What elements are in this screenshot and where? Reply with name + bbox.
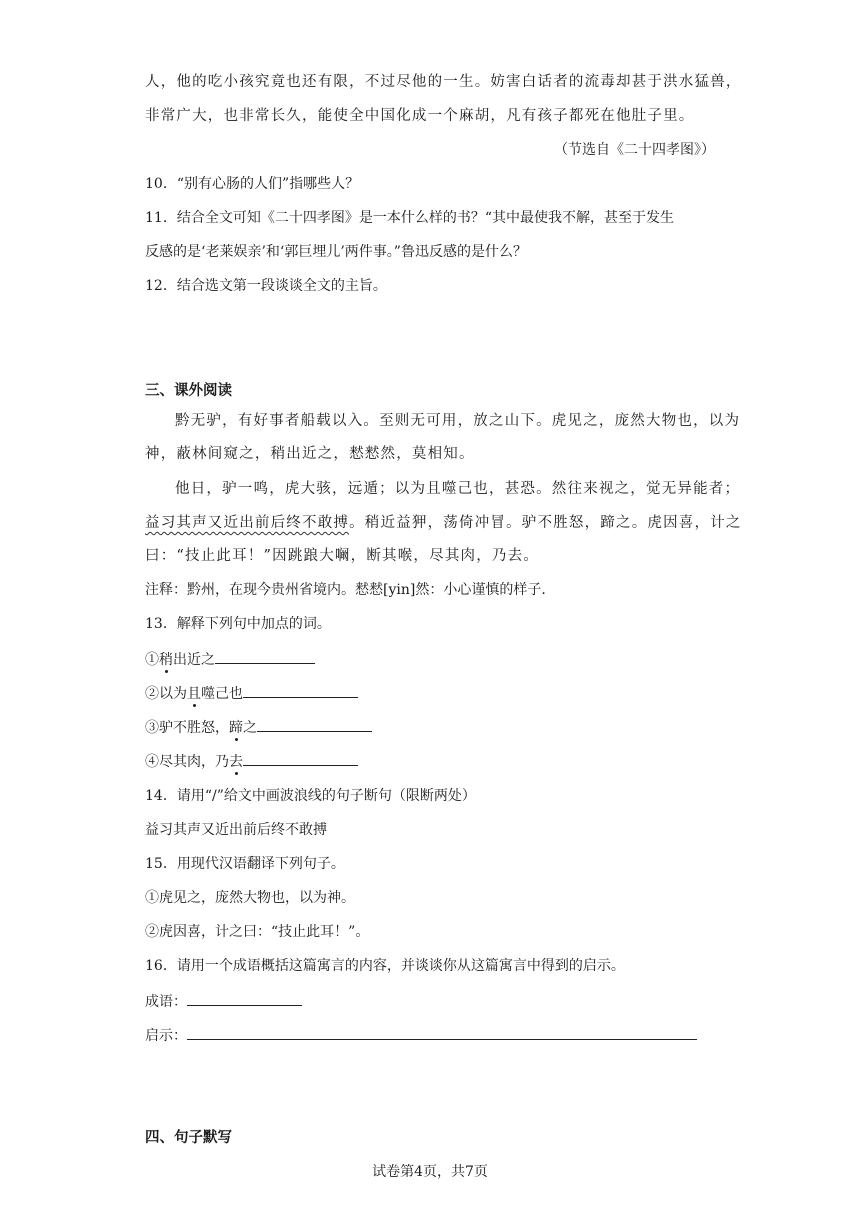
passage-line: 他日，驴一鸣，虎大骇，远遁；以为且噬己也，甚恐。然往来视之，觉无异能者； — [175, 481, 741, 497]
item-text: 之 — [243, 720, 257, 736]
insight-label: 启示： — [145, 1028, 187, 1044]
dotted-word: 蹄 — [229, 720, 243, 736]
answer-blank[interactable] — [257, 716, 372, 732]
dotted-word: 去 — [229, 754, 243, 770]
answer-blank[interactable] — [243, 750, 358, 766]
answer-blank[interactable] — [243, 682, 358, 698]
passage-source: （节选自《二十四孝图》） — [554, 142, 715, 158]
item-text: ②以为 — [145, 686, 187, 702]
question-12: 12．结合选文第一段谈谈全文的主旨。 — [145, 278, 387, 294]
q14-sentence: 益习其声又近出前后终不敢搏 — [145, 822, 327, 838]
q16-idiom-row — [145, 990, 302, 1012]
idiom-label: 成语： — [145, 994, 187, 1010]
question-11-line2: 反感的是‘老莱娱亲’和‘郭巨埋儿’两件事。”鲁迅反感的是什么？ — [145, 244, 527, 260]
item-text: ④尽其肉，乃 — [145, 754, 229, 770]
passage-line: 黔无驴，有好事者船载以入。至则无可用，放之山下。虎见之，庞然大物也，以为 — [175, 413, 741, 429]
answer-blank[interactable] — [215, 648, 315, 664]
q13-item-4 — [145, 750, 358, 772]
item-text: 噬己也 — [201, 686, 243, 702]
item-text: 出近之 — [173, 652, 215, 668]
question-11-line1: 11．结合全文可知《二十四孝图》是一本什么样的书？“其中最使我不解，甚至于发生 — [145, 210, 674, 226]
passage-text: 。稍近益狎，荡倚冲冒。驴不胜怒，蹄之。虎因喜，计之 — [349, 515, 742, 531]
section-heading: 四、句子默写 — [145, 1129, 232, 1146]
question-14: 14．请用“/”给文中画波浪线的句子断句（限断两处） — [145, 788, 476, 804]
passage-line: 神，蔽林间窥之，稍出近之，慭慭然，莫相知。 — [145, 446, 475, 462]
dotted-word: 稍 — [159, 652, 173, 668]
dotted-word: 且 — [187, 686, 201, 702]
q13-item-3 — [145, 716, 372, 738]
passage-line: 非常广大，也非常长久，能使全中国化成一个麻胡，凡有孩子都死在他肚子里。 — [145, 108, 695, 124]
q13-item-2 — [145, 682, 358, 704]
item-text: ③驴不胜怒， — [145, 720, 229, 736]
insight-answer-blank[interactable] — [187, 1024, 697, 1040]
question-13: 13．解释下列句中加点的词。 — [145, 616, 331, 632]
q15-item-2: ②虎因喜，计之曰：“技止此耳！”。 — [145, 924, 370, 940]
q16-insight-row — [145, 1024, 697, 1046]
question-10: 10．“别有心肠的人们”指哪些人？ — [145, 176, 360, 192]
annotation-note: 注释：黔州，在现今贵州省境内。慭慭[yin]然：小心谨慎的样子. — [145, 582, 546, 598]
section-heading: 三、课外阅读 — [145, 382, 232, 399]
passage-line: 人，他的吃小孩究竟也还有限，不过尽他的一生。妨害白话者的流毒却甚于洪水猛兽， — [145, 74, 742, 90]
passage-line — [145, 513, 742, 533]
question-15: 15．用现代汉语翻译下列句子。 — [145, 856, 345, 872]
question-16: 16．请用一个成语概括这篇寓言的内容，并谈谈你从这篇寓言中得到的启示。 — [145, 958, 625, 974]
q13-item-1 — [145, 648, 315, 670]
item-text: ① — [145, 652, 159, 668]
q15-item-1: ①虎见之，庞然大物也，以为神。 — [145, 890, 355, 906]
wavy-underlined-sentence: 益习其声又近出前后终不敢搏 — [145, 515, 350, 531]
page-footer: 试卷第4页，共7页 — [372, 1164, 488, 1180]
idiom-answer-blank[interactable] — [187, 990, 302, 1006]
passage-line: 曰：“技止此耳！”因跳踉大㘎，断其喉，尽其肉，乃去。 — [145, 548, 540, 564]
